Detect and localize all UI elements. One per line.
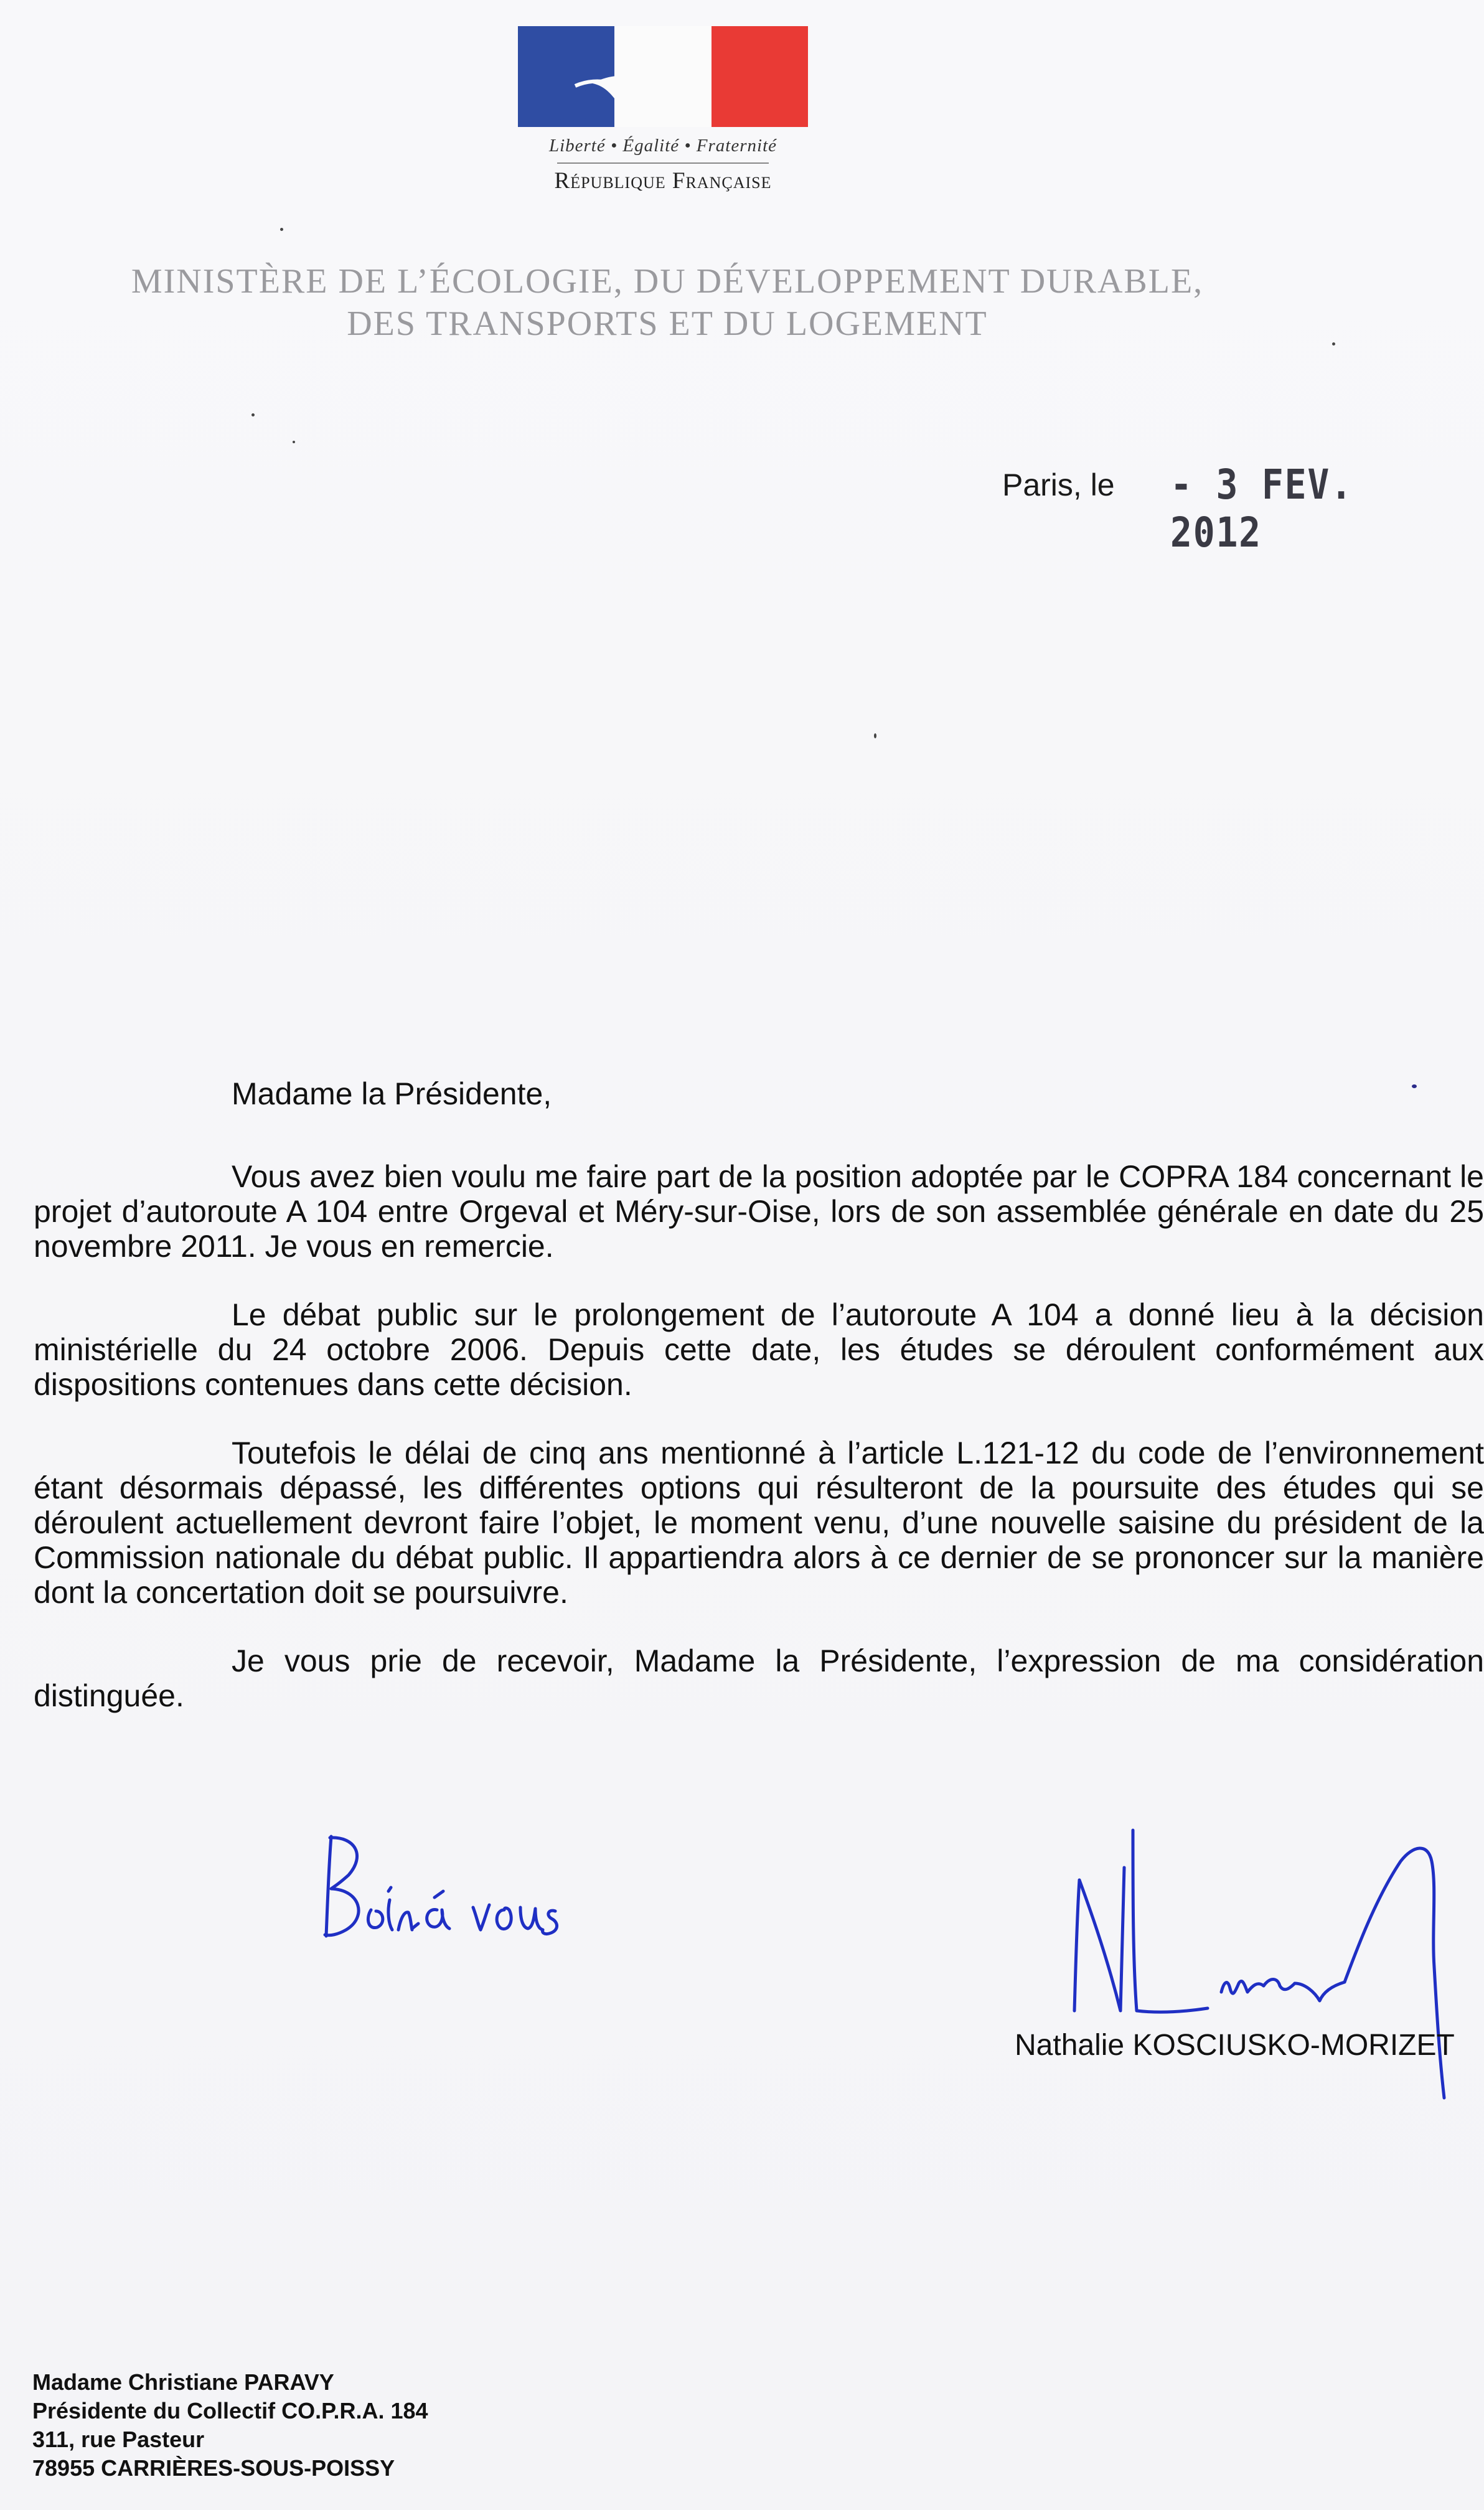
- marianne-logo: [518, 26, 808, 194]
- date-stamp: - 3 FEV. 2012: [1170, 461, 1353, 557]
- recipient-address: [32, 2368, 428, 2483]
- signature: [1058, 1805, 1469, 2120]
- recipient-title: Présidente du Collectif CO.P.R.A. 184: [32, 2398, 428, 2423]
- paper-speck: [293, 441, 295, 443]
- recipient-name: Madame Christiane PARAVY: [32, 2369, 334, 2395]
- logo-divider: [557, 162, 769, 164]
- salutation: Madame la Présidente,: [232, 1076, 552, 1111]
- signer-name: Nathalie KOSCIUSKO-MORIZET: [1015, 2029, 1455, 2062]
- date-place: Paris, le: [1002, 468, 1115, 502]
- signature-scrawl: [1058, 1805, 1469, 2117]
- republic-motto: Liberté • Égalité • Fraternité: [548, 136, 777, 156]
- ministry-line-2: DES TRANSPORTS ET DU LOGEMENT: [347, 304, 988, 343]
- paper-speck: [1332, 342, 1335, 345]
- letter-body: [34, 1159, 1484, 1747]
- ministry-line-1: MINISTÈRE DE L’ÉCOLOGIE, DU DÉVELOPPEMENT DURABLE,: [131, 262, 1204, 301]
- paper-speck: [280, 228, 283, 231]
- handwritten-note: [317, 1830, 585, 1958]
- paragraph: Toutefois le délai de cinq ans mentionné à l’article L.121-12 du code de l’environnement étant désormais dépassé, les différentes options qui résulteront de la poursuite des études qui se déroulent actuellement devront faire l’objet, le moment venu, d’une nouvelle saisine du président de la Commission nationale du débat public. Il appartiendra alors à ce dernier de se prononcer sur la manière dont la concertation doit se poursuivre.: [34, 1436, 1484, 1610]
- paragraph: Le débat public sur le prolongement de l’autoroute A 104 a donné lieu à la décision ministérielle du 24 octobre 2006. Depuis cette date, les études se déroulent conformément aux dispositions contenues dans cette décision.: [34, 1297, 1484, 1402]
- republic-name: République Française: [554, 168, 772, 194]
- recipient-city: 78955 CARRIÈRES-SOUS-POISSY: [32, 2455, 395, 2481]
- recipient-street: 311, rue Pasteur: [32, 2427, 205, 2452]
- ministry-header: [107, 260, 1228, 345]
- paragraph: Je vous prie de recevoir, Madame la Présidente, l’expression de ma considération distinguée.: [34, 1643, 1484, 1713]
- paper-speck: [1412, 1084, 1417, 1088]
- paragraph: Vous avez bien voulu me faire part de la position adoptée par le COPRA 184 concernant le projet d’autoroute A 104 entre Orgeval et Méry-sur-Oise, lors de son assemblée générale en date du 25 novembre 2011. Je vous en remercie.: [34, 1159, 1484, 1264]
- tricolor-flag: [518, 26, 808, 127]
- paper-speck: [874, 733, 876, 738]
- paper-speck: [251, 413, 255, 416]
- marianne-profile-icon: [518, 26, 808, 127]
- handwriting-bien-a-vous: [317, 1830, 585, 1955]
